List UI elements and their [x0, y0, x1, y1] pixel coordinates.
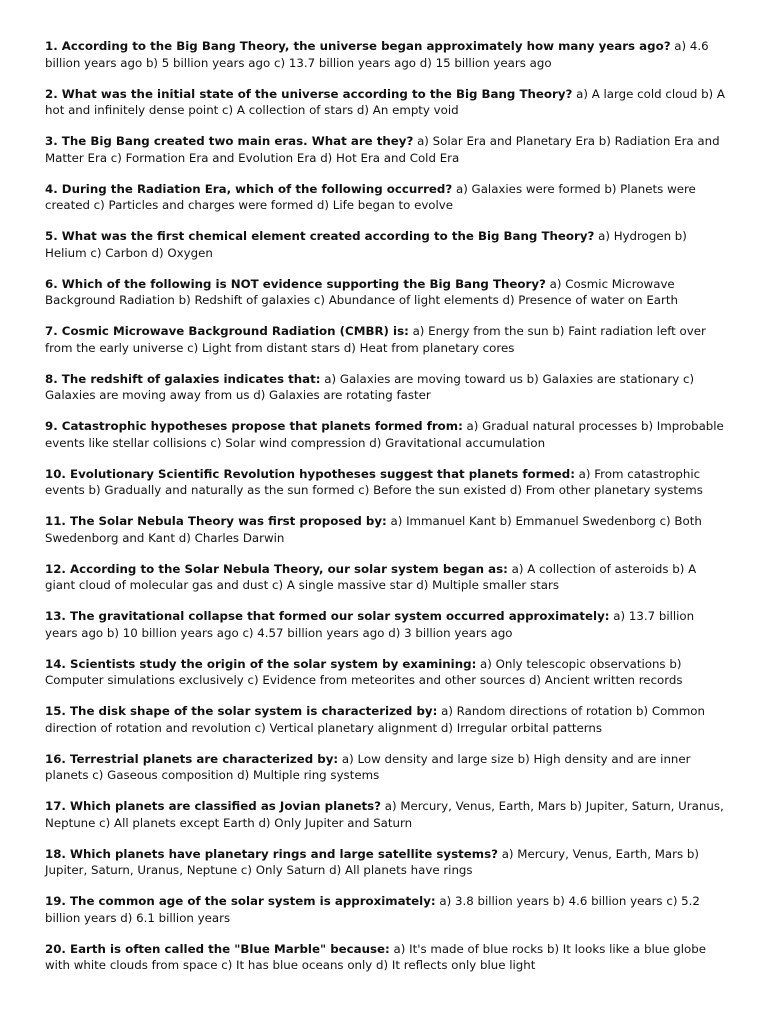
question-item	[45, 798, 729, 831]
question-item	[45, 38, 729, 71]
question-text: 5. What was the first chemical element created according to the Big Bang Theory?	[45, 229, 595, 243]
question-item	[45, 228, 729, 261]
answer-options: a) Galaxies are moving toward us b) Galaxies are stationary c) Galaxies are moving away from us d) Galaxies are rotating faster	[45, 371, 695, 402]
question-text: 7. Cosmic Microwave Background Radiation (CMBR) is:	[45, 324, 409, 338]
question-item	[45, 608, 729, 641]
answer-options: a) 4.6 billion years ago b) 5 billion years ago c) 13.7 billion years ago d) 15 billion years ago	[45, 39, 709, 70]
answer-options: a) Hydrogen b) Helium c) Carbon d) Oxygen	[45, 229, 687, 260]
question-text: 18. Which planets have planetary rings and large satellite systems?	[45, 846, 498, 861]
answer-options: a) Mercury, Venus, Earth, Mars b) Jupiter, Saturn, Uranus, Neptune c) Only Saturn d) All planets have rings	[45, 846, 699, 877]
question-item	[45, 466, 729, 499]
answer-options: a) A collection of asteroids b) A giant cloud of molecular gas and dust c) A single massive star d) Multiple smaller stars	[45, 561, 697, 592]
question-text: 9. Catastrophic hypotheses propose that planets formed from:	[45, 419, 463, 433]
question-item	[45, 751, 729, 784]
answer-options: a) Immanuel Kant b) Emmanuel Swedenborg c) Both Swedenborg and Kant d) Charles Darwin	[45, 514, 702, 545]
question-text: 2. What was the initial state of the universe according to the Big Bang Theory?	[45, 86, 573, 101]
answer-options: a) Solar Era and Planetary Era b) Radiation Era and Matter Era c) Formation Era and Evolution Era d) Hot Era and Cold Era	[45, 134, 720, 165]
question-item	[45, 86, 729, 119]
question-item	[45, 656, 729, 689]
question-text: 10. Evolutionary Scientific Revolution hypotheses suggest that planets formed:	[45, 466, 575, 481]
question-item	[45, 276, 729, 309]
question-text: 19. The common age of the solar system is approximately:	[45, 894, 436, 908]
question-item	[45, 561, 729, 594]
question-item	[45, 893, 729, 926]
question-text: 8. The redshift of galaxies indicates that:	[45, 371, 321, 386]
question-item	[45, 846, 729, 879]
question-text: 12. According to the Solar Nebula Theory, our solar system began as:	[45, 561, 508, 576]
answer-options: a) Gradual natural processes b) Improbable events like stellar collisions c) Solar wind compression d) Gravitational accumulation	[45, 419, 724, 450]
answer-options: a) Low density and large size b) High density and are inner planets c) Gaseous composition d) Multiple ring systems	[45, 751, 691, 782]
question-item	[45, 513, 729, 546]
answer-options: a) 13.7 billion years ago b) 10 billion years ago c) 4.57 billion years ago d) 3 billion years ago	[45, 609, 695, 640]
question-text: 20. Earth is often called the "Blue Marble" because:	[45, 941, 390, 956]
question-item	[45, 371, 729, 404]
question-text: 17. Which planets are classified as Jovian planets?	[45, 799, 381, 813]
question-text: 13. The gravitational collapse that formed our solar system occurred approximately:	[45, 609, 610, 623]
quiz-document	[45, 38, 729, 988]
answer-options: a) Energy from the sun b) Faint radiation left over from the early universe c) Light from distant stars d) Heat from planetary cores	[45, 324, 706, 355]
question-text: 1. According to the Big Bang Theory, the universe began approximately how many years ago?	[45, 39, 671, 53]
question-text: 11. The Solar Nebula Theory was first proposed by:	[45, 514, 387, 528]
question-text: 15. The disk shape of the solar system is characterized by:	[45, 704, 438, 718]
answer-options: a) It's made of blue rocks b) It looks like a blue globe with white clouds from space c) It has blue oceans only d) It reflects only blue light	[45, 941, 707, 972]
question-item	[45, 181, 729, 214]
question-item	[45, 133, 729, 166]
question-item	[45, 418, 729, 451]
question-item	[45, 941, 729, 974]
question-text: 4. During the Radiation Era, which of the following occurred?	[45, 181, 453, 196]
answer-options: a) From catastrophic events b) Gradually and naturally as the sun formed c) Before the sun existed d) From other planetary systems	[45, 466, 703, 497]
question-text: 6. Which of the following is NOT evidence supporting the Big Bang Theory?	[45, 276, 546, 291]
question-text: 16. Terrestrial planets are characterized by:	[45, 751, 339, 766]
answer-options: a) 3.8 billion years b) 4.6 billion years c) 5.2 billion years d) 6.1 billion years	[45, 894, 700, 925]
question-text: 3. The Big Bang created two main eras. What are they?	[45, 134, 414, 148]
answer-options: a) Galaxies were formed b) Planets were created c) Particles and charges were formed d) Life began to evolve	[45, 181, 696, 212]
question-item	[45, 323, 729, 356]
answer-options: a) Random directions of rotation b) Common direction of rotation and revolution c) Vertical planetary alignment d) Irregular orbital patterns	[45, 704, 705, 735]
question-text: 14. Scientists study the origin of the solar system by examining:	[45, 656, 477, 671]
answer-options: a) Cosmic Microwave Background Radiation b) Redshift of galaxies c) Abundance of light elements d) Presence of water on Earth	[45, 276, 678, 307]
question-item	[45, 703, 729, 736]
answer-options: a) Mercury, Venus, Earth, Mars b) Jupiter, Saturn, Uranus, Neptune c) All planets except Earth d) Only Jupiter and Saturn	[45, 799, 724, 830]
answer-options: a) Only telescopic observations b) Computer simulations exclusively c) Evidence from meteorites and other sources d) Ancient written records	[45, 656, 683, 687]
answer-options: a) A large cold cloud b) A hot and infinitely dense point c) A collection of stars d) An empty void	[45, 86, 725, 117]
